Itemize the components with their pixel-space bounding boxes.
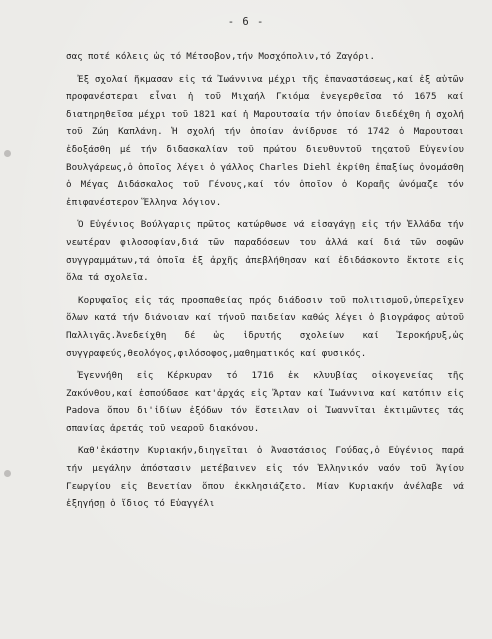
paragraph: Ἐγεννήθη εἰς Κέρκυραν τό 1716 ἐκ κλυυβίας οἰκογενείας τῆς Ζακύνθου,καί ἐσπούδασε κατ'ἀρχάς εἰς Ἄρταν καί Ἰωάννινα καί κατόπιν εἰς Padova ὅπου δι'ἰδίων ἐξόδων τόν ἔστειλαν οἱ Ἰωαννῖται ἐκτιμῶντες τάς σπανίας ἀρετάς τοῦ νεαροῦ διακόνου. <box>66 370 464 434</box>
paragraph: Καθ'ἑκάστην Κυριακήν,διηγεῖται ὁ Ἀναστάσιος Γούδας,ὁ Εὐγένιος παρά τήν μεγάλην ἀπόστασιν μετέβαινεν εἰς τόν Ἑλληνικόν ναόν τοῦ Ἁγίου Γεωργίου εἰς Βενετίαν ὅπου ἐκκλησιάζετο. Μίαν Κυριακήν ἀνέλαβε νά ἐξηγήσῃ ὁ ἴδιος τό Εὐαγγέλι <box>66 445 464 510</box>
paragraph: Κορυφαῖος εἰς τάς προσπαθείας πρός διάδοσιν τοῦ πολιτισμοῦ,ὑπερεῖχεν ὅλων κατά τήν διάνοιαν καί τήνοῦ παιδείαν καθώς λέγει ὁ βιογράφος αὐτοῦ Παλλιγᾶς.Ἀνεδείχθη δέ ὡς ἱδρυτής σχολείων καί Ἱεροκήρυξ,ὡς συγγραφεύς,θεολόγος,φιλόσοφος,μαθηματικός καί φυσικός. <box>66 294 464 359</box>
body-text <box>66 48 464 518</box>
paragraph: Ὁ Εὐγένιος Βούλγαρις πρῶτος κατώρθωσε νά εἰσαγάγῃ εἰς τήν Ἑλλάδα τήν νεωτέραν φιλοσοφίαν,διά τῶν παραδόσεων του ἀλλά καί διά τῶν σοφῶν συγγραμμάτων,τά ὁποῖα ἐξ ἀρχῆς ἀπεβλήθησαν καί ἐδιδάσκοντο ἔκτοτε εἰς ὅλα τά σχολεῖα. <box>66 219 464 284</box>
paragraph: Ἐξ σχολαί ἤκμασαν εἰς τά Ἰωάννινα μέχρι τῆς ἐπαναστάσεως,καί ἐξ αὐτῶν προφανέστεραι εἶναι ἡ τοῦ Μιχαήλ Γκιόμα ἐνεγερθεῖσα τό 1675 καί διατηρηθεῖσα μέχρι τοῦ 1821 καί ἡ Μαρουτσαία τήν ὁποίαν διεδέχθη ἡ σχολή τοῦ Ζώη Καπλάνη. Ἡ σχολή τήν ὁποίαν ἀνίδρυσε τό 1742 ὁ Μαρουτσαι ἐδοξάσθη μέ τήν διδασκαλίαν τοῦ πρώτου διευθυντοῦ τηςατοῦ Εὐγενίου Βουλγάρεως,ὁ ὁποῖος λέγει ὁ γάλλος Charles Diehl ἐκρίθη ἐπαξίως ὀνομάσθη ὁ Μέγας Διδάσκαλος τοῦ Γένους,καί τόν ὁποῖον ὁ Κοραῆς ὠνόμαζε τόν ἐπιφανέστερον Ἕλληνα λόγιον. <box>66 73 464 208</box>
binder-hole <box>4 470 11 477</box>
page-number: - 6 - <box>227 16 265 28</box>
paragraph: σας ποτέ κόλεις ὡς τό Μέτσοβον,τήν Μοσχόπολιν,τό Ζαγόρι. <box>66 51 376 62</box>
binder-hole <box>4 150 11 157</box>
